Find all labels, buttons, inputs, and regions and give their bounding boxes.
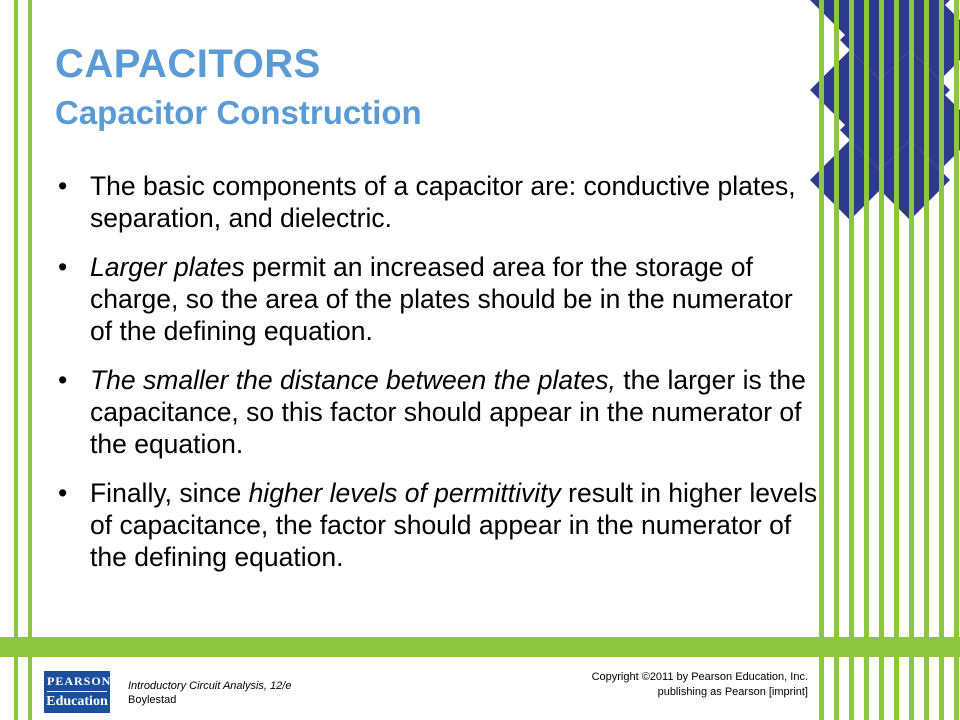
slide-title: CAPACITORS [55, 42, 321, 86]
bullet-marker: • [58, 252, 68, 282]
bullet-item [58, 364, 818, 460]
copyright-notice [560, 670, 808, 700]
left-rule-line [14, 0, 18, 720]
bullet-text: The basic components of a capacitor are: conductive plates, separation, and dielectric. [90, 171, 796, 233]
copyright-line: Copyright ©2011 by Pearson Education, Inc. [591, 671, 808, 683]
bullet-item [58, 170, 818, 234]
bullet-item [58, 477, 818, 573]
bullet-list [58, 170, 818, 590]
bullet-emphasis: Larger plates [90, 252, 245, 282]
logo-text-pearson: PEARSON [47, 671, 107, 692]
bullet-text: Finally, since [90, 478, 249, 508]
bullet-text: permit an increased area for the storage of charge, so the area of the plates should be in the numerator of the defining equation. [90, 252, 793, 346]
bullet-marker: • [58, 365, 68, 395]
footer-bar [0, 637, 960, 657]
logo-text-education: Education [46, 694, 108, 709]
bullet-marker: • [58, 478, 68, 508]
left-rule-line [28, 0, 32, 720]
bullet-text: the larger is the capacitance, so this factor should appear in the numerator of the equation. [90, 365, 806, 459]
slide-subtitle: Capacitor Construction [55, 94, 422, 131]
bullet-emphasis: The smaller the distance between the plates, [90, 365, 616, 395]
book-author: Boylestad [128, 694, 177, 706]
decorative-pattern [800, 0, 960, 720]
book-credit [128, 679, 291, 707]
bullet-marker: • [58, 171, 68, 201]
bullet-emphasis: higher levels of permittivity [248, 478, 561, 508]
copyright-line: publishing as Pearson [imprint] [657, 686, 808, 698]
book-title: Introductory Circuit Analysis, 12/e [128, 680, 292, 692]
bullet-text: result in higher levels of capacitance, the factor should appear in the numerator of the defining equation. [90, 478, 818, 572]
bullet-item [58, 251, 818, 347]
pearson-logo [44, 671, 110, 713]
decorative-diamonds [810, 0, 960, 220]
